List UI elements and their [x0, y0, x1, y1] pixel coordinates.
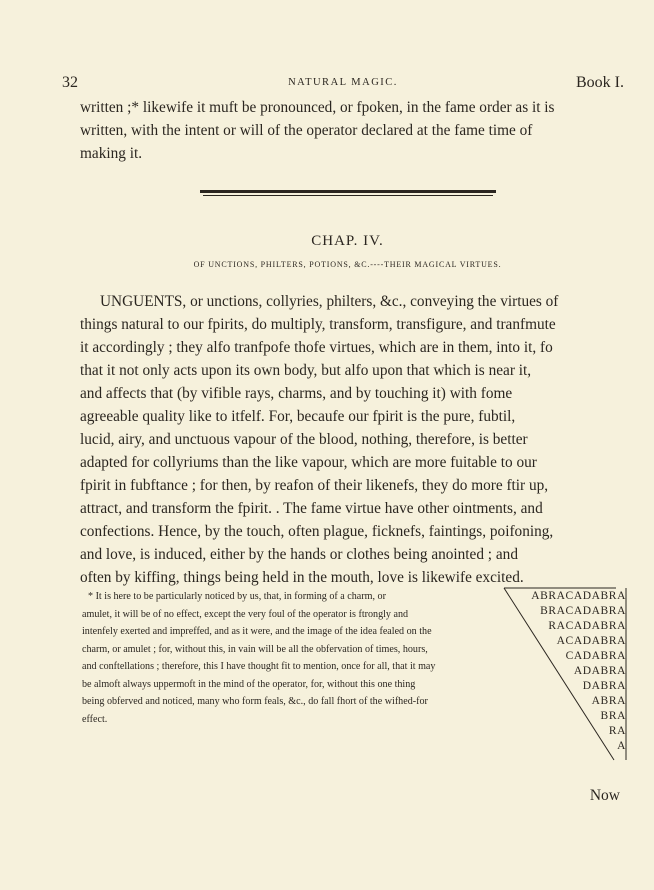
- footnote-line: charm, or amulet ; for, without this, in vain will be all the obfervation of times, hours,: [82, 643, 428, 655]
- running-title: NATURAL MAGIC.: [288, 77, 398, 88]
- abracadabra-row: DABRA: [582, 680, 626, 692]
- footnote-line: and conftellations ; therefore, this I have thought fit to mention, once for all, that it may: [82, 661, 436, 672]
- abracadabra-row: CADABRA: [565, 650, 626, 662]
- paragraph-line: adapted for collyriums than the like vapour, which are more fuitable to our: [80, 454, 537, 471]
- paragraph-line: UNGUENTS, or unctions, collyries, philters, &c., conveying the virtues of: [100, 293, 559, 310]
- paragraph-line: that it not only acts upon its own body, but alfo upon that which is near it,: [80, 362, 532, 379]
- footnote-line: effect.: [82, 713, 108, 725]
- paragraph-line: and affects that (by vifible rays, charms, and by touching it) with fome: [80, 385, 513, 402]
- footnote-line: intenfely exerted and impreffed, and as it were, and the image of the idea fealed on the: [82, 626, 432, 637]
- paragraph-line: and love, is induced, either by the hands or clothes being anointed ; and: [80, 546, 518, 563]
- paragraph-line: confections. Hence, by the touch, often plague, ficknefs, faintings, poifoning,: [80, 523, 554, 540]
- abracadabra-row: ADABRA: [573, 665, 626, 677]
- abracadabra-triangle: [490, 586, 630, 776]
- divider-thin-rule: [203, 195, 493, 196]
- main-paragraph: [80, 290, 620, 589]
- catchword: Now: [589, 787, 620, 804]
- continuation-line: written ;* likewife it muft be pronounced, or fpoken, in the fame order as it is: [80, 99, 555, 116]
- footnote-line: being obferved and noticed, many who form feals, &c., do fall fhort of the wifhed-for: [82, 696, 428, 707]
- divider-thick-rule: [200, 190, 496, 193]
- chapter-subtitle: OF UNCTIONS, PHILTERS, POTIONS, &C.----THEIR MAGICAL VIRTUES.: [193, 260, 502, 269]
- paragraph-line: often by kiffing, things being held in the mouth, love is likewife excited.: [80, 569, 524, 586]
- paragraph-line: agreeable quality like to itfelf. For, becaufe our fpirit is the pure, fubtil,: [80, 408, 516, 425]
- abracadabra-row: RA: [608, 725, 626, 737]
- abracadabra-row: ABRA: [591, 695, 626, 707]
- abracadabra-row: RACADABRA: [548, 620, 626, 632]
- continuation-line: making it.: [80, 145, 143, 162]
- chapter-heading: CHAP. IV.: [311, 233, 384, 249]
- continuation-text: [80, 96, 615, 165]
- section-divider: [200, 190, 496, 196]
- page-number: 32: [62, 74, 78, 91]
- abracadabra-row: A: [617, 740, 626, 752]
- footnote-line: amulet, it will be of no effect, except the very foul of the operator is ftrongly and: [82, 608, 409, 620]
- continuation-line: written, with the intent or will of the operator declared at the fame time of: [80, 122, 533, 139]
- paragraph-line: attract, and transform the fpirit. . The fame virtue have other ointments, and: [80, 500, 543, 517]
- paragraph-line: it accordingly ; they alfo tranfpofe thofe virtues, which are in them, into it, fo: [80, 339, 553, 356]
- abracadabra-row: BRACADABRA: [540, 605, 626, 617]
- footnote-line: be almoft always uppermoft in the mind of the operator, for, without this one thing: [82, 678, 416, 690]
- abracadabra-row: BRA: [600, 710, 626, 722]
- paragraph-line: things natural to our fpirits, do multiply, transform, transfigure, and tranfmute: [80, 316, 556, 333]
- abracadabra-row: ACADABRA: [556, 635, 626, 647]
- footnote: [82, 588, 514, 728]
- abracadabra-row: ABRACADABRA: [531, 590, 626, 602]
- paragraph-line: fpirit in fubftance ; for then, by reafon of their likenefs, they do more ftir up,: [80, 477, 549, 494]
- footnote-line: * It is here to be particularly noticed by us, that, in forming of a charm, or: [88, 591, 386, 602]
- paragraph-line: lucid, airy, and unctuous vapour of the blood, nothing, therefore, is better: [80, 431, 528, 448]
- running-head: [62, 74, 624, 98]
- book-label: Book I.: [576, 74, 624, 91]
